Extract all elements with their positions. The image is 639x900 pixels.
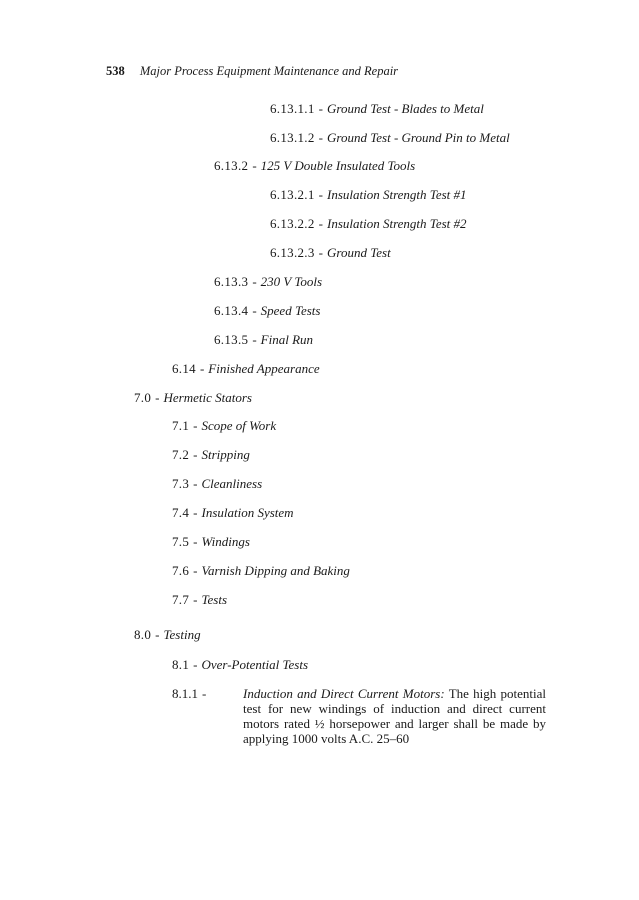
entry-number: 8.1	[172, 657, 190, 672]
entry-separator: -	[193, 505, 198, 520]
outline-entry	[270, 245, 391, 261]
outline-entry	[214, 303, 320, 319]
outline-entry	[214, 158, 415, 174]
entry-number: 7.6	[172, 563, 190, 578]
entry-title: 230 V Tools	[260, 274, 323, 289]
entry-title: Finished Appearance	[208, 361, 320, 376]
entry-number: 7.2	[172, 447, 190, 462]
outline-entry	[214, 274, 322, 290]
outline-entry	[172, 592, 227, 608]
entry-title: Ground Test - Ground Pin to Metal	[327, 130, 510, 145]
entry-title: Hermetic Stators	[163, 390, 252, 405]
outline-entry	[270, 187, 467, 203]
outline-entry	[172, 505, 294, 521]
entry-number: 6.14	[172, 361, 196, 376]
entry-number: 7.4	[172, 505, 190, 520]
page-number: 538	[106, 64, 125, 78]
outline-entry	[270, 216, 467, 232]
entry-title: Final Run	[260, 332, 314, 347]
entry-number: 6.13.2	[214, 158, 249, 173]
entry-title: Insulation Strength Test #2	[327, 216, 467, 231]
entry-separator: -	[252, 303, 257, 318]
entry-separator: -	[318, 101, 323, 116]
paragraph-number: 8.1.1	[172, 686, 198, 701]
entry-number: 7.0	[134, 390, 152, 405]
entry-separator: -	[252, 158, 257, 173]
entry-separator: -	[193, 592, 198, 607]
entry-number: 6.13.2.3	[270, 245, 315, 260]
entry-title: Testing	[163, 627, 201, 642]
entry-number: 6.13.2.1	[270, 187, 315, 202]
outline-entry	[172, 563, 350, 579]
paragraph-title: Induction and Direct Current Motors:	[243, 686, 445, 701]
entry-number: 6.13.3	[214, 274, 249, 289]
entry-separator: -	[193, 657, 198, 672]
entry-separator: -	[252, 332, 257, 347]
outline-entry	[270, 130, 510, 146]
paragraph-separator: -	[202, 686, 207, 701]
entry-separator: -	[199, 361, 205, 376]
entry-number: 7.3	[172, 476, 190, 491]
outline-entry	[172, 657, 308, 673]
entry-title: Insulation Strength Test #1	[327, 187, 467, 202]
entry-number: 6.13.2.2	[270, 216, 315, 231]
outline-entry	[172, 361, 320, 377]
outline-entry	[134, 390, 252, 406]
entry-title: Windings	[201, 534, 250, 549]
outline-entry	[172, 418, 276, 434]
entry-separator: -	[155, 390, 160, 405]
entry-separator: -	[193, 418, 198, 433]
entry-title: Speed Tests	[260, 303, 321, 318]
entry-number: 6.13.5	[214, 332, 249, 347]
entry-number: 7.5	[172, 534, 190, 549]
entry-number: 6.13.4	[214, 303, 249, 318]
entry-separator: -	[318, 216, 323, 231]
entry-number: 8.0	[134, 627, 152, 642]
outline-entry	[134, 627, 201, 643]
entry-separator: -	[318, 245, 323, 260]
entry-title: Scope of Work	[201, 418, 277, 433]
entry-title: Over-Potential Tests	[201, 657, 309, 672]
entry-title: Ground Test	[327, 245, 391, 260]
paragraph-text: The high potential test for new windings of induction and direct current motors rated ½ horsepower and larger shall be made by applying 1000 volts A.C. 25–60	[243, 686, 547, 746]
entry-separator: -	[193, 447, 198, 462]
outline-entry	[172, 476, 262, 492]
entry-title: Tests	[201, 592, 228, 607]
entry-number: 7.7	[172, 592, 190, 607]
entry-separator: -	[193, 476, 198, 491]
paragraph-lead	[172, 686, 210, 701]
entry-title: Insulation System	[201, 505, 294, 520]
entry-title: Stripping	[201, 447, 250, 462]
outline-entry	[172, 534, 250, 550]
entry-title: 125 V Double Insulated Tools	[260, 158, 416, 173]
paragraph-body	[243, 686, 546, 746]
entry-number: 6.13.1.2	[270, 130, 315, 145]
entry-separator: -	[155, 627, 160, 642]
entry-title: Varnish Dipping and Baking	[201, 563, 350, 578]
entry-title: Cleanliness	[201, 476, 263, 491]
entry-separator: -	[252, 274, 257, 289]
entry-number: 6.13.1.1	[270, 101, 315, 116]
entry-number: 7.1	[172, 418, 190, 433]
entry-separator: -	[318, 187, 323, 202]
outline-entry	[270, 101, 484, 117]
outline-entry	[172, 447, 250, 463]
entry-separator: -	[193, 563, 198, 578]
entry-title: Ground Test - Blades to Metal	[327, 101, 484, 116]
running-title: Major Process Equipment Maintenance and Repair	[139, 64, 399, 78]
outline-entry	[214, 332, 313, 348]
entry-separator: -	[193, 534, 198, 549]
entry-separator: -	[318, 130, 323, 145]
